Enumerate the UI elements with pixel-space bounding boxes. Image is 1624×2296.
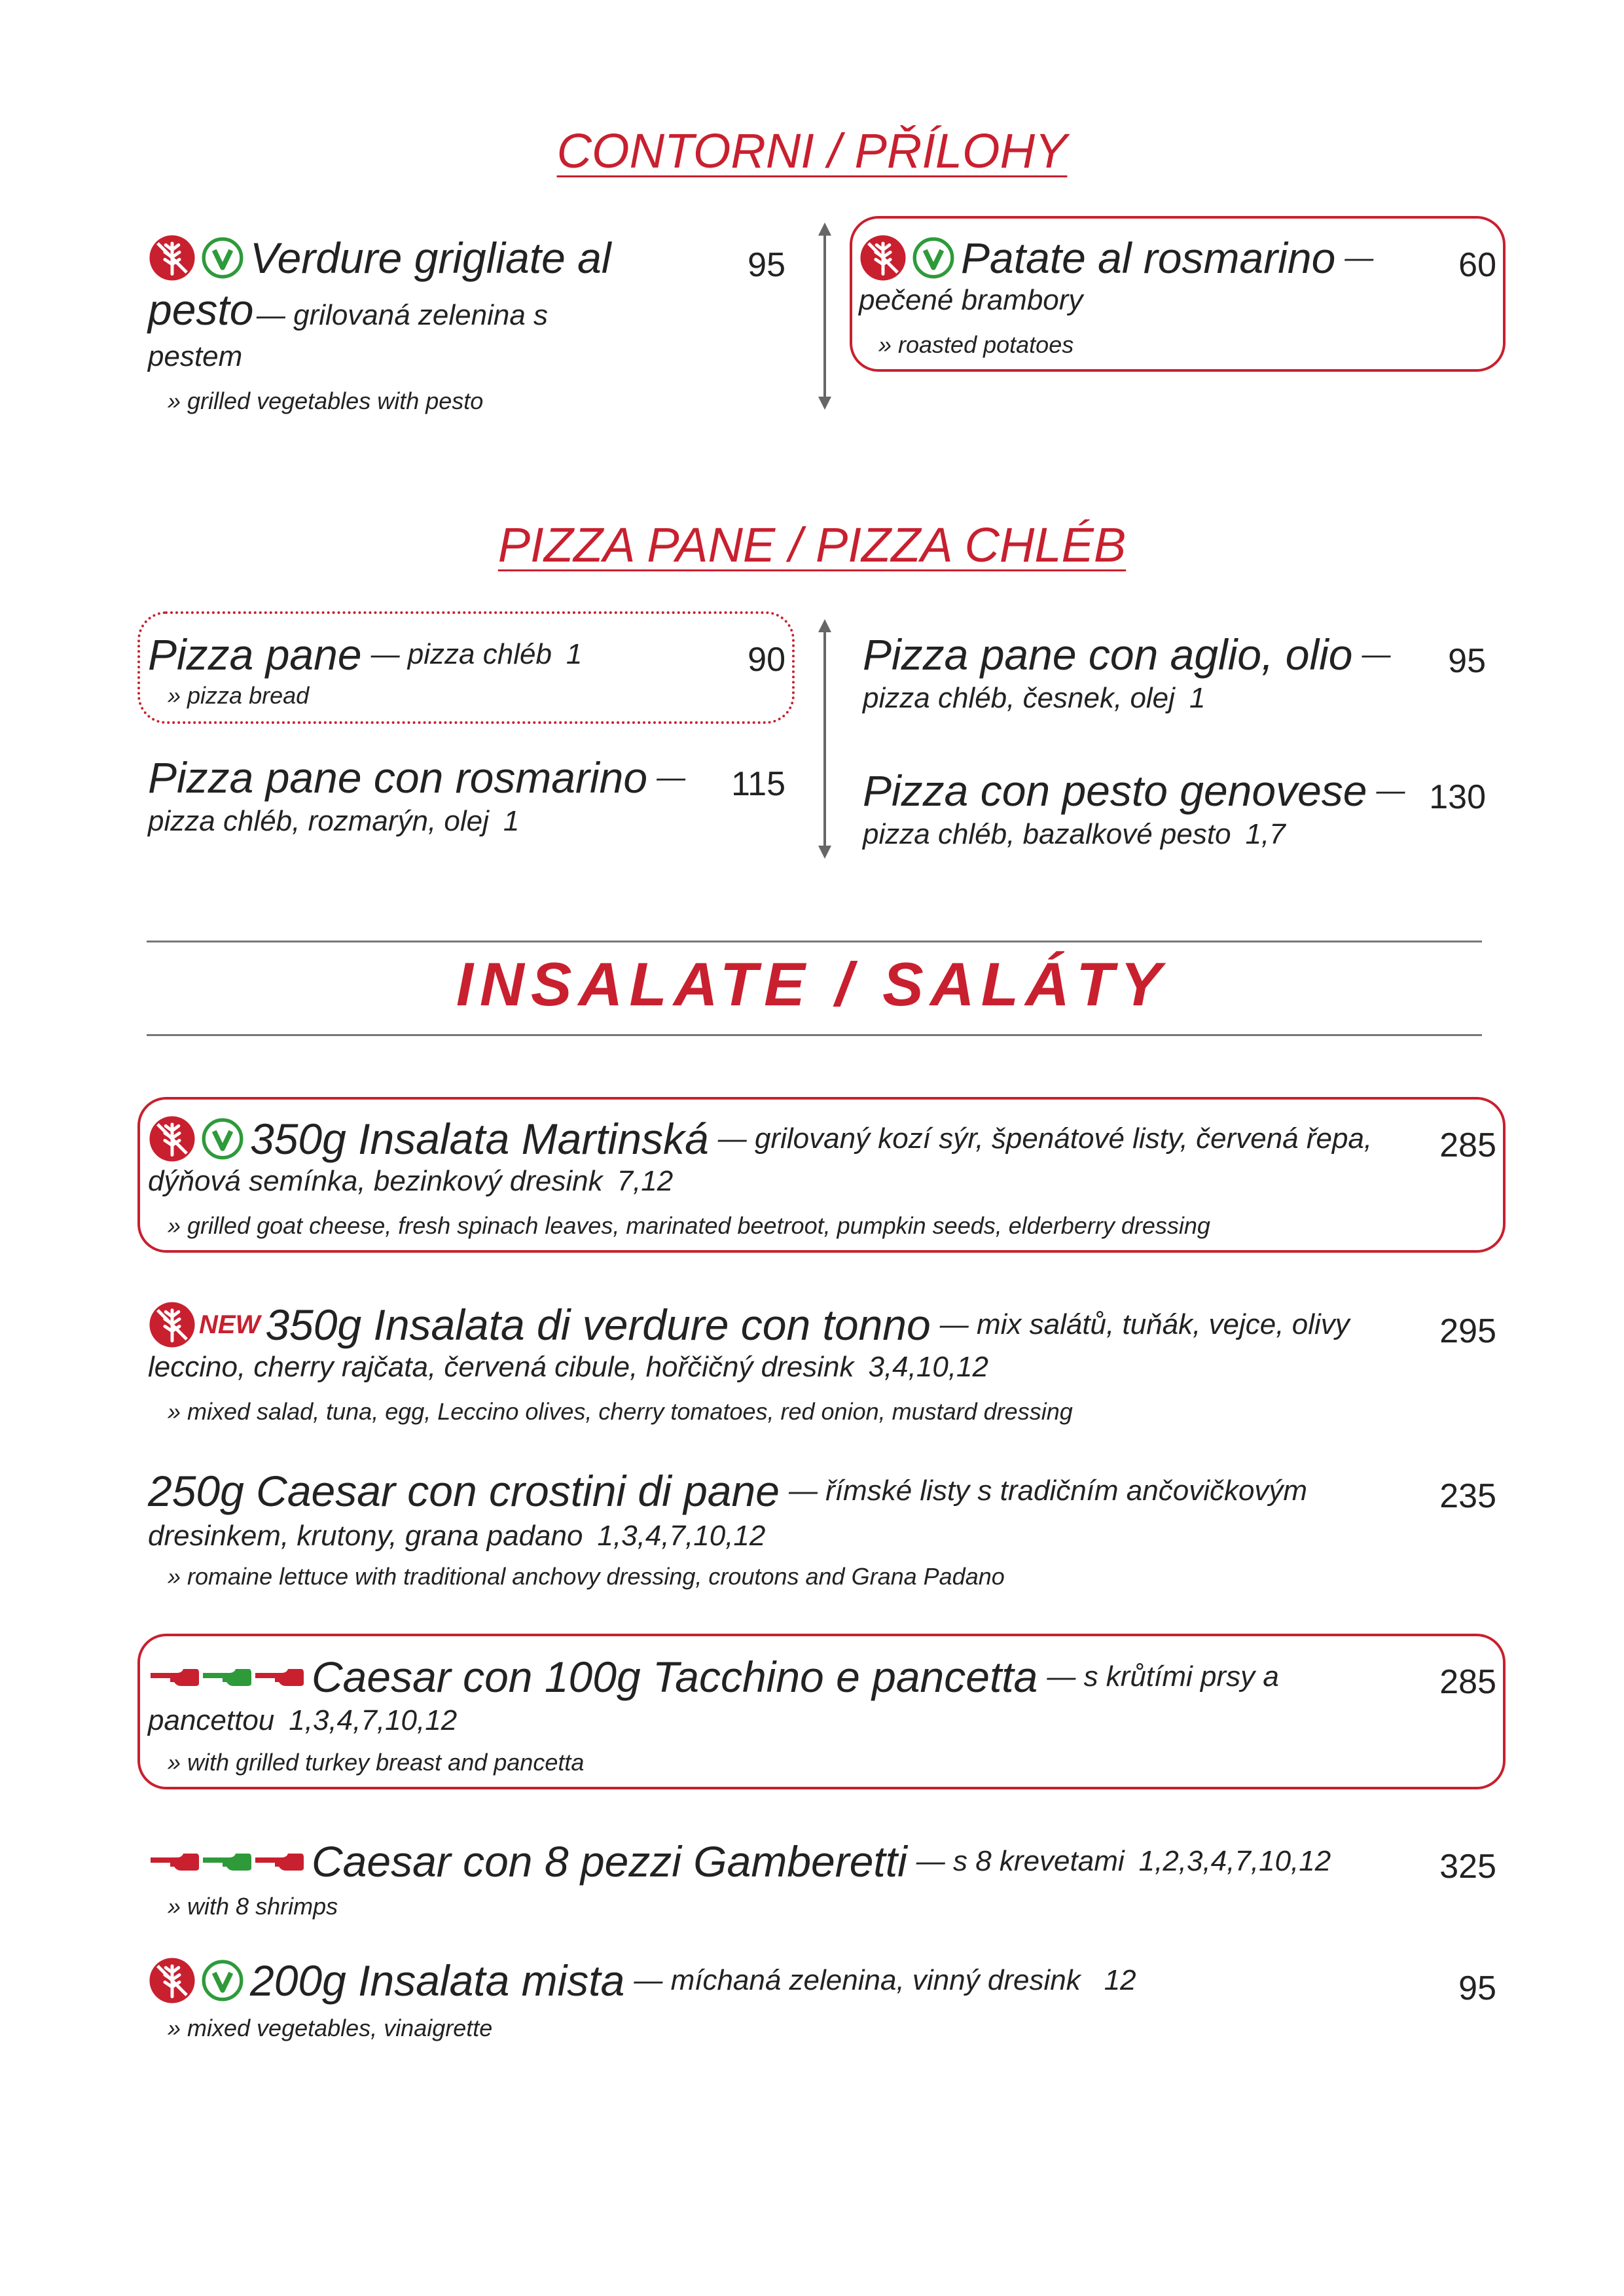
item-desc-cont: dresinkem, krutony, grana padano	[148, 1520, 583, 1552]
item-name: Pizza pane con aglio, olio	[863, 630, 1353, 679]
divider-arrow-up	[818, 619, 831, 632]
item-english: » with 8 shrimps	[168, 1893, 338, 1920]
item-allergens: 1,2,3,4,7,10,12	[1138, 1845, 1331, 1877]
item-desc-cont: pestem	[148, 340, 243, 372]
pointing-hand-icon	[253, 1848, 305, 1874]
pointing-hand-icon	[200, 1664, 253, 1690]
item-dash: —	[1362, 638, 1391, 670]
item-price: 90	[748, 641, 785, 679]
item-allergens: 1	[503, 805, 520, 837]
gluten-free-icon	[859, 234, 907, 282]
menu-item-tacchino	[148, 1652, 1279, 1737]
pointing-hand-icon	[253, 1664, 305, 1690]
divider-arrow-down	[818, 846, 831, 859]
item-desc: — s 8 krevetami	[916, 1845, 1125, 1877]
new-badge: NEW	[199, 1310, 261, 1339]
contorni-title: CONTORNI / PŘÍLOHY	[556, 124, 1068, 178]
item-english: » with grilled turkey breast and pancetta	[168, 1749, 585, 1776]
item-desc: — grilovaná zelenina s	[256, 299, 549, 331]
item-allergens: 1	[566, 638, 583, 670]
item-dash: —	[1344, 242, 1374, 274]
item-desc-cont: pancettou	[148, 1704, 275, 1736]
item-price: 60	[1458, 246, 1496, 284]
item-name: Pizza pane	[148, 630, 362, 679]
item-price: 115	[731, 765, 785, 803]
item-desc: — míchaná zelenina, vinný dresink	[634, 1964, 1081, 1996]
item-price: 130	[1429, 778, 1486, 816]
vegetarian-icon	[912, 237, 954, 279]
item-name: 250g Caesar con crostini di pane	[148, 1467, 780, 1515]
item-allergens: 1	[1189, 682, 1206, 714]
item-desc-cont: leccino, cherry rajčata, červená cibule, hořčičný dresink	[148, 1351, 854, 1383]
item-name: 350g Insalata di verdure con tonno	[265, 1300, 931, 1349]
item-desc: — mix salátů, tuňák, vejce, olivy	[939, 1308, 1350, 1340]
menu-item-pizza-rosmarino	[148, 753, 685, 838]
menu-item-pizza-pesto	[863, 766, 1405, 851]
item-price: 285	[1439, 1663, 1496, 1701]
item-dash: —	[1376, 774, 1405, 806]
menu-item-martinska	[148, 1114, 1372, 1198]
item-english: » mixed vegetables, vinaigrette	[168, 2015, 493, 2041]
item-name-cont: pesto	[148, 285, 254, 334]
item-allergens: 12	[1104, 1964, 1136, 1996]
item-price: 295	[1439, 1312, 1496, 1350]
divider-arrow-down	[818, 397, 831, 410]
vegetarian-icon	[202, 1960, 244, 2001]
item-english: » grilled goat cheese, fresh spinach leaves, marinated beetroot, pumpkin seeds, elderberry dressing	[168, 1212, 1210, 1239]
section-rule-top	[147, 941, 1482, 942]
section-rule-bottom	[147, 1034, 1482, 1036]
menu-item-tonno	[148, 1300, 1350, 1384]
column-divider	[823, 234, 826, 399]
item-allergens: 1,3,4,7,10,12	[597, 1520, 766, 1552]
item-english: » romaine lettuce with traditional anchovy dressing, croutons and Grana Padano	[168, 1563, 1005, 1590]
divider-arrow-up	[818, 223, 831, 236]
item-name: 350g Insalata Martinská	[250, 1115, 709, 1163]
gluten-free-icon	[148, 1300, 196, 1349]
pizza-pane-title: PIZZA PANE / PIZZA CHLÉB	[497, 518, 1127, 572]
menu-item-pizza-aglio	[863, 630, 1391, 715]
item-allergens: 3,4,10,12	[868, 1351, 988, 1383]
gluten-free-icon	[148, 1115, 196, 1163]
menu-item-verdure	[148, 233, 803, 373]
pointing-hand-icon	[148, 1848, 200, 1874]
item-english: » mixed salad, tuna, egg, Leccino olives, cherry tomatoes, red onion, mustard dressing	[168, 1398, 1073, 1425]
item-desc-cont: dýňová semínka, bezinkový dresink	[148, 1165, 603, 1197]
item-desc: pizza chléb, bazalkové pesto	[863, 818, 1231, 850]
gluten-free-icon	[148, 234, 196, 282]
menu-item-mista	[148, 1956, 1136, 2005]
item-dash: —	[657, 761, 686, 793]
column-divider	[823, 631, 826, 848]
item-desc: pizza chléb, rozmarýn, olej	[148, 805, 489, 837]
insalate-title: INSALATE / SALÁTY	[456, 950, 1168, 1018]
item-desc: pizza chléb, česnek, olej	[863, 682, 1175, 714]
item-price: 95	[1458, 1969, 1496, 2007]
menu-item-gamberetti	[148, 1837, 1331, 1886]
menu-item-caesar-crostini	[148, 1466, 1307, 1552]
vegetarian-icon	[202, 237, 244, 279]
item-name: Pizza pane con rosmarino	[148, 753, 648, 802]
item-name: 200g Insalata mista	[250, 1956, 625, 2005]
item-english: » grilled vegetables with pesto	[168, 387, 484, 414]
pointing-hand-icon	[148, 1664, 200, 1690]
pointing-hand-icon	[200, 1848, 253, 1874]
item-price: 325	[1439, 1848, 1496, 1886]
item-name: Verdure grigliate al	[250, 234, 611, 282]
item-name: Caesar con 100g Tacchino e pancetta	[312, 1653, 1038, 1701]
menu-item-pizza-pane	[148, 630, 582, 679]
item-english: » roasted potatoes	[878, 331, 1074, 358]
item-name: Caesar con 8 pezzi Gamberetti	[312, 1837, 907, 1886]
item-allergens: 1,7	[1245, 818, 1286, 850]
item-desc: — římské listy s tradičním ančovičkovým	[788, 1475, 1308, 1507]
item-name: Patate al rosmarino	[961, 234, 1336, 282]
item-allergens: 7,12	[617, 1165, 674, 1197]
item-price: 235	[1439, 1477, 1496, 1515]
gluten-free-icon	[148, 1956, 196, 2005]
item-desc: pečené brambory	[859, 284, 1083, 316]
item-desc: — pizza chléb	[370, 638, 552, 670]
item-name: Pizza con pesto genovese	[863, 766, 1367, 815]
item-price: 95	[748, 246, 785, 284]
item-english: » pizza bread	[168, 682, 310, 709]
item-price: 95	[1448, 642, 1486, 680]
vegetarian-icon	[202, 1118, 244, 1160]
item-desc: — grilovaný kozí sýr, špenátové listy, červená řepa,	[717, 1122, 1373, 1155]
item-desc: — s krůtími prsy a	[1047, 1660, 1279, 1693]
item-price: 285	[1439, 1126, 1496, 1164]
item-allergens: 1,3,4,7,10,12	[289, 1704, 458, 1736]
menu-item-patate	[859, 233, 1500, 317]
